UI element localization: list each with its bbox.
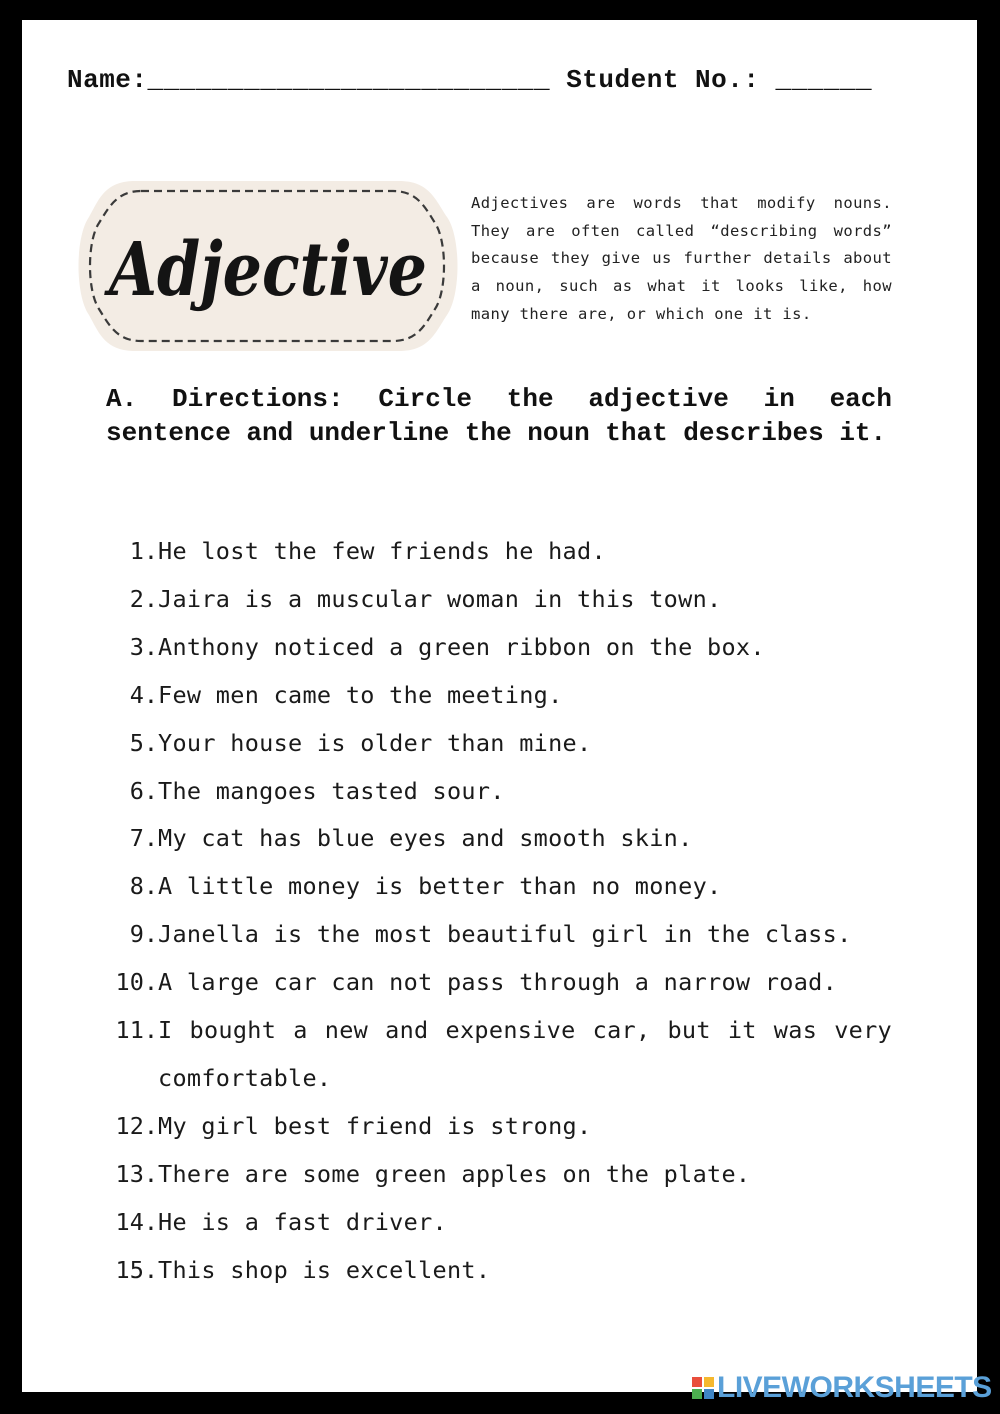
item-number: 13. xyxy=(115,1159,158,1188)
item-sentence[interactable]: Anthony noticed a green ribbon on the box. xyxy=(158,632,765,661)
exercise-item xyxy=(106,1103,892,1151)
liveworksheets-watermark xyxy=(692,1373,992,1403)
item-sentence[interactable]: There are some green apples on the plate. xyxy=(158,1159,751,1188)
name-field[interactable]: _________________________ xyxy=(147,65,551,95)
item-sentence[interactable]: The mangoes tasted sour. xyxy=(158,776,505,805)
item-number: 5. xyxy=(129,728,158,757)
item-number: 9. xyxy=(129,920,158,949)
item-sentence[interactable]: Janella is the most beautiful girl in the class. xyxy=(158,920,852,949)
item-number: 1. xyxy=(129,537,158,565)
logo-square xyxy=(692,1377,702,1387)
item-number: 3. xyxy=(129,632,158,661)
adjective-definition: Adjectives are words that modify nouns. They are often called “describing words” because they give us further details about a noun, such as what it looks like, how many there are, or which one it is. xyxy=(471,194,892,323)
worksheet-page xyxy=(22,20,977,1392)
exercise-item xyxy=(106,672,892,720)
logo-square xyxy=(692,1389,702,1399)
item-sentence[interactable]: This shop is excellent. xyxy=(158,1255,491,1284)
item-number: 11. xyxy=(115,1016,158,1045)
item-number: 7. xyxy=(129,824,158,853)
exercise-item xyxy=(106,911,892,959)
student-number-field[interactable]: ______ xyxy=(775,65,873,95)
item-sentence[interactable]: Jaira is a muscular woman in this town. xyxy=(158,584,722,613)
exercise-item xyxy=(106,576,892,624)
item-sentence[interactable]: He lost the few friends he had. xyxy=(158,537,606,565)
page-title: Adjective xyxy=(103,227,427,313)
exercise-item xyxy=(106,1247,892,1295)
item-number: 4. xyxy=(129,680,158,709)
exercise-item xyxy=(106,768,892,816)
item-sentence[interactable]: Few men came to the meeting. xyxy=(158,680,563,709)
exercise-item xyxy=(106,720,892,768)
item-number: 14. xyxy=(115,1207,158,1236)
exercise-item xyxy=(106,1007,892,1103)
directions-text: A. Directions: Circle the adjective in each sentence and underline the noun that describes it. xyxy=(106,384,892,448)
item-number: 6. xyxy=(129,776,158,805)
title-badge xyxy=(77,177,459,355)
item-sentence[interactable]: My cat has blue eyes and smooth skin. xyxy=(158,824,693,853)
item-number: 8. xyxy=(129,872,158,901)
item-number: 12. xyxy=(115,1111,158,1140)
student-number-label: Student No.: xyxy=(566,65,760,95)
logo-square xyxy=(704,1377,714,1387)
item-number: 10. xyxy=(115,968,158,997)
watermark-text: LIVEWORKSHEETS xyxy=(717,1371,992,1404)
exercise-item xyxy=(106,624,892,672)
item-sentence[interactable]: A little money is better than no money. xyxy=(158,872,722,901)
liveworksheets-logo-icon xyxy=(692,1377,714,1399)
exercise-item xyxy=(106,1151,892,1199)
exercise-item xyxy=(106,1199,892,1247)
exercise-item xyxy=(106,863,892,911)
exercise-item xyxy=(106,528,892,576)
item-sentence[interactable]: A large car can not pass through a narrow road. xyxy=(158,968,838,997)
item-sentence[interactable]: He is a fast driver. xyxy=(158,1207,447,1236)
item-sentence[interactable]: I bought a new and expensive car, but it was very comfortable. xyxy=(158,1016,892,1092)
item-sentence[interactable]: My girl best friend is strong. xyxy=(158,1111,592,1140)
exercise-item xyxy=(106,815,892,863)
item-sentence[interactable]: Your house is older than mine. xyxy=(158,728,592,757)
exercise-list xyxy=(106,528,892,1295)
name-label: Name: xyxy=(67,65,148,95)
student-info-header xyxy=(67,65,872,95)
item-number: 15. xyxy=(115,1255,158,1284)
logo-square xyxy=(704,1389,714,1399)
exercise-item xyxy=(106,959,892,1007)
item-number: 2. xyxy=(129,584,158,613)
